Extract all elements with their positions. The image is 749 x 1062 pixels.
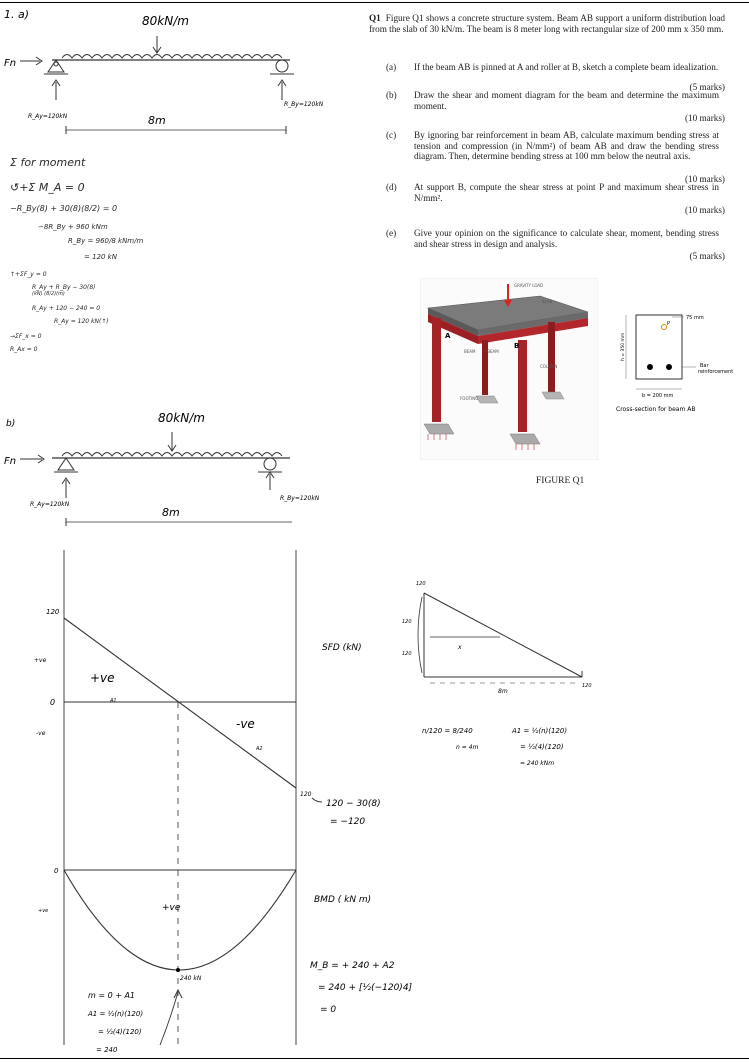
sfd-minus-big: -ve (236, 717, 255, 731)
bmd-mb1: M_B = + 240 + A2 (310, 961, 395, 971)
eq-10: →ΣF_x = 0 (10, 333, 42, 340)
tri-top: 120 (416, 581, 426, 587)
part-text: Draw the shear and moment diagram for the beam and determine the maximum moment. (414, 90, 719, 111)
roller-support-icon (276, 60, 288, 72)
label-slab: SLAB (542, 299, 553, 304)
bmd-pve-small: +ve (38, 908, 49, 914)
part-label: (c) (386, 130, 397, 140)
part-text: Give your opinion on the significance to calculate shear, moment, bending stress and shear stress in design and analysis. (414, 228, 719, 249)
bmd-curve (64, 870, 296, 970)
area-1: A1 = ½(n)(120) (512, 727, 568, 735)
sfd-nve-label: -ve (36, 730, 46, 737)
sfd-note-1: 120 − 30(8) (326, 799, 381, 809)
part-marks: (5 marks) (689, 82, 725, 92)
part-marks: (10 marks) (684, 174, 725, 184)
label-beam: BEAM (464, 349, 476, 354)
sfd-note-2: = −120 (330, 817, 366, 827)
bar-icon (666, 364, 672, 370)
eq-7: R_Ay + R_By − 30(8) (32, 284, 96, 291)
fn-label: Fn (4, 58, 17, 69)
cross-section-caption: Cross-section for beam AB (616, 406, 696, 413)
ratio: n/120 = 8/240 (422, 727, 473, 735)
eq-8: R_Ay + 120 − 240 = 0 (32, 305, 101, 312)
label-a: A (445, 332, 451, 340)
bmd-mb2: = 240 + [½(−120)4] (318, 983, 413, 993)
cross-section-figure (612, 305, 740, 433)
eq-11: R_Ax = 0 (10, 346, 38, 353)
sfd-line (64, 618, 296, 788)
point-p-label: P (667, 321, 671, 327)
beam-sketch-a (0, 0, 360, 140)
sfd-pve-label: +ve (34, 657, 47, 664)
tri-x: x (458, 644, 462, 651)
sfd-a2: A2 (256, 746, 263, 752)
frame-figure (420, 278, 598, 460)
top-distance-label: 75 mm (686, 315, 704, 321)
bmd-mc2: A1 = ½(n)(120) (88, 1010, 144, 1018)
span-label: 8m (162, 506, 180, 519)
question-number: Q1 (369, 13, 381, 23)
rby-label: R_By=120kN (284, 101, 324, 108)
load-label: 80kN/m (142, 14, 189, 28)
sum-moment: Σ for moment (10, 156, 86, 169)
part-label: (e) (386, 228, 397, 238)
bmd-mc3: = ½(4)(120) (98, 1028, 142, 1036)
area-3: = 240 kNm (520, 760, 555, 767)
pin-support-icon (58, 458, 74, 470)
part-text: If the beam AB is pinned at A and roller at B, sketch a complete beam idealization. (414, 62, 719, 72)
question-title (369, 13, 725, 34)
load-label: 80kN/m (158, 411, 205, 425)
bar-label: Bar (700, 363, 709, 369)
ray-label: R_Ay=120kN (28, 113, 68, 120)
beam-section-rect (636, 315, 682, 379)
calc-block (10, 156, 210, 353)
bar-icon (647, 364, 653, 370)
area-2: = ½(4)(120) (520, 743, 564, 751)
part-marks: (5 marks) (689, 251, 725, 261)
part-marks: (10 marks) (684, 113, 725, 123)
part-text: By ignoring bar reinforcement in beam AB, calculate maximum bending stress at tension and compression (in N/mm²) of beam AB and draw the bending stress diagram. Then, determine bending stress at 100 mm below the neutral axis. (414, 130, 719, 161)
triangle-sketch (400, 575, 600, 775)
part-marks: (10 marks) (684, 205, 725, 215)
label-column: COLUMN (540, 364, 558, 369)
tri-left: 120 (402, 619, 412, 625)
bmd-pve: +ve (162, 903, 181, 913)
sfd-a1: A1 (110, 698, 117, 704)
bmd-max: 240 kN (180, 975, 202, 982)
svg-text:— BEAM: — BEAM (482, 349, 499, 354)
column-shape (432, 318, 441, 422)
bmd-mc1: m = 0 + A1 (88, 991, 136, 1000)
width-label: b = 200 mm (642, 393, 674, 399)
height-label: h = 350 mm (621, 332, 626, 361)
eq-1: ↺+Σ M_A = 0 (10, 181, 85, 194)
sfd-title: SFD (kN) (322, 643, 362, 653)
sfd-val-pos: 120 (46, 608, 60, 616)
sfd-plus-big: +ve (90, 671, 115, 685)
fn-label: Fn (4, 456, 17, 467)
label-gravity: GRAVITY LOAD (514, 283, 544, 288)
beam-sketch-b (0, 410, 360, 535)
figure-caption: FIGURE Q1 (536, 476, 585, 486)
ray-label: R_Ay=120kN (30, 501, 70, 508)
roller-support-icon (264, 458, 276, 470)
part-label: (b) (386, 90, 397, 100)
eq-5: = 120 kN (84, 253, 117, 261)
part-text: At support B, compute the shear stress at point P and maximum shear stress in N/mm². (414, 182, 719, 203)
label-footing: FOOTING (460, 396, 479, 401)
eq-3: −8R_By + 960 kNm (38, 223, 108, 231)
reinf-label: reinforcement (698, 369, 734, 375)
eq-9: R_Ay = 120 kN(↑) (54, 318, 109, 325)
tri-8m: 8m (498, 688, 508, 695)
question-intro: Figure Q1 shows a concrete structure system. Beam AB support a uniform distribution load from the slab of 30 kN/m. The beam is 8 meter long with rectangular size of 200 mm x 350 mm. (369, 13, 726, 34)
part-a-label: 1. a) (4, 8, 30, 21)
sfd-val-zero: 0 (50, 698, 56, 707)
eq-7b: (kN) (8/2)(m) (32, 291, 65, 297)
sfd-bmd-diagram (0, 540, 420, 1060)
label-b: B (514, 342, 520, 350)
part-b-label: b) (6, 419, 16, 429)
span-label: 8m (148, 114, 166, 127)
rby-label: R_By=120kN (280, 495, 320, 502)
bmd-title: BMD ( kN m) (314, 895, 372, 905)
bmd-zero: 0 (54, 867, 59, 875)
tri-right: 120 (582, 683, 592, 689)
part-label: (a) (386, 62, 397, 72)
eq-4: R_By = 960/8 kNm/m (68, 237, 144, 245)
eq-2: −R_By(8) + 30(8)(8/2) = 0 (10, 204, 118, 213)
sfd-val-neg: 120 (300, 791, 312, 798)
n-value: n = 4m (456, 744, 479, 751)
bmd-mc4: = 240 (96, 1046, 118, 1054)
eq-6: ↑+ΣF_y = 0 (10, 271, 47, 278)
tri-left2: 120 (402, 651, 412, 657)
bmd-mb3: = 0 (320, 1005, 337, 1015)
part-label: (d) (386, 182, 397, 192)
